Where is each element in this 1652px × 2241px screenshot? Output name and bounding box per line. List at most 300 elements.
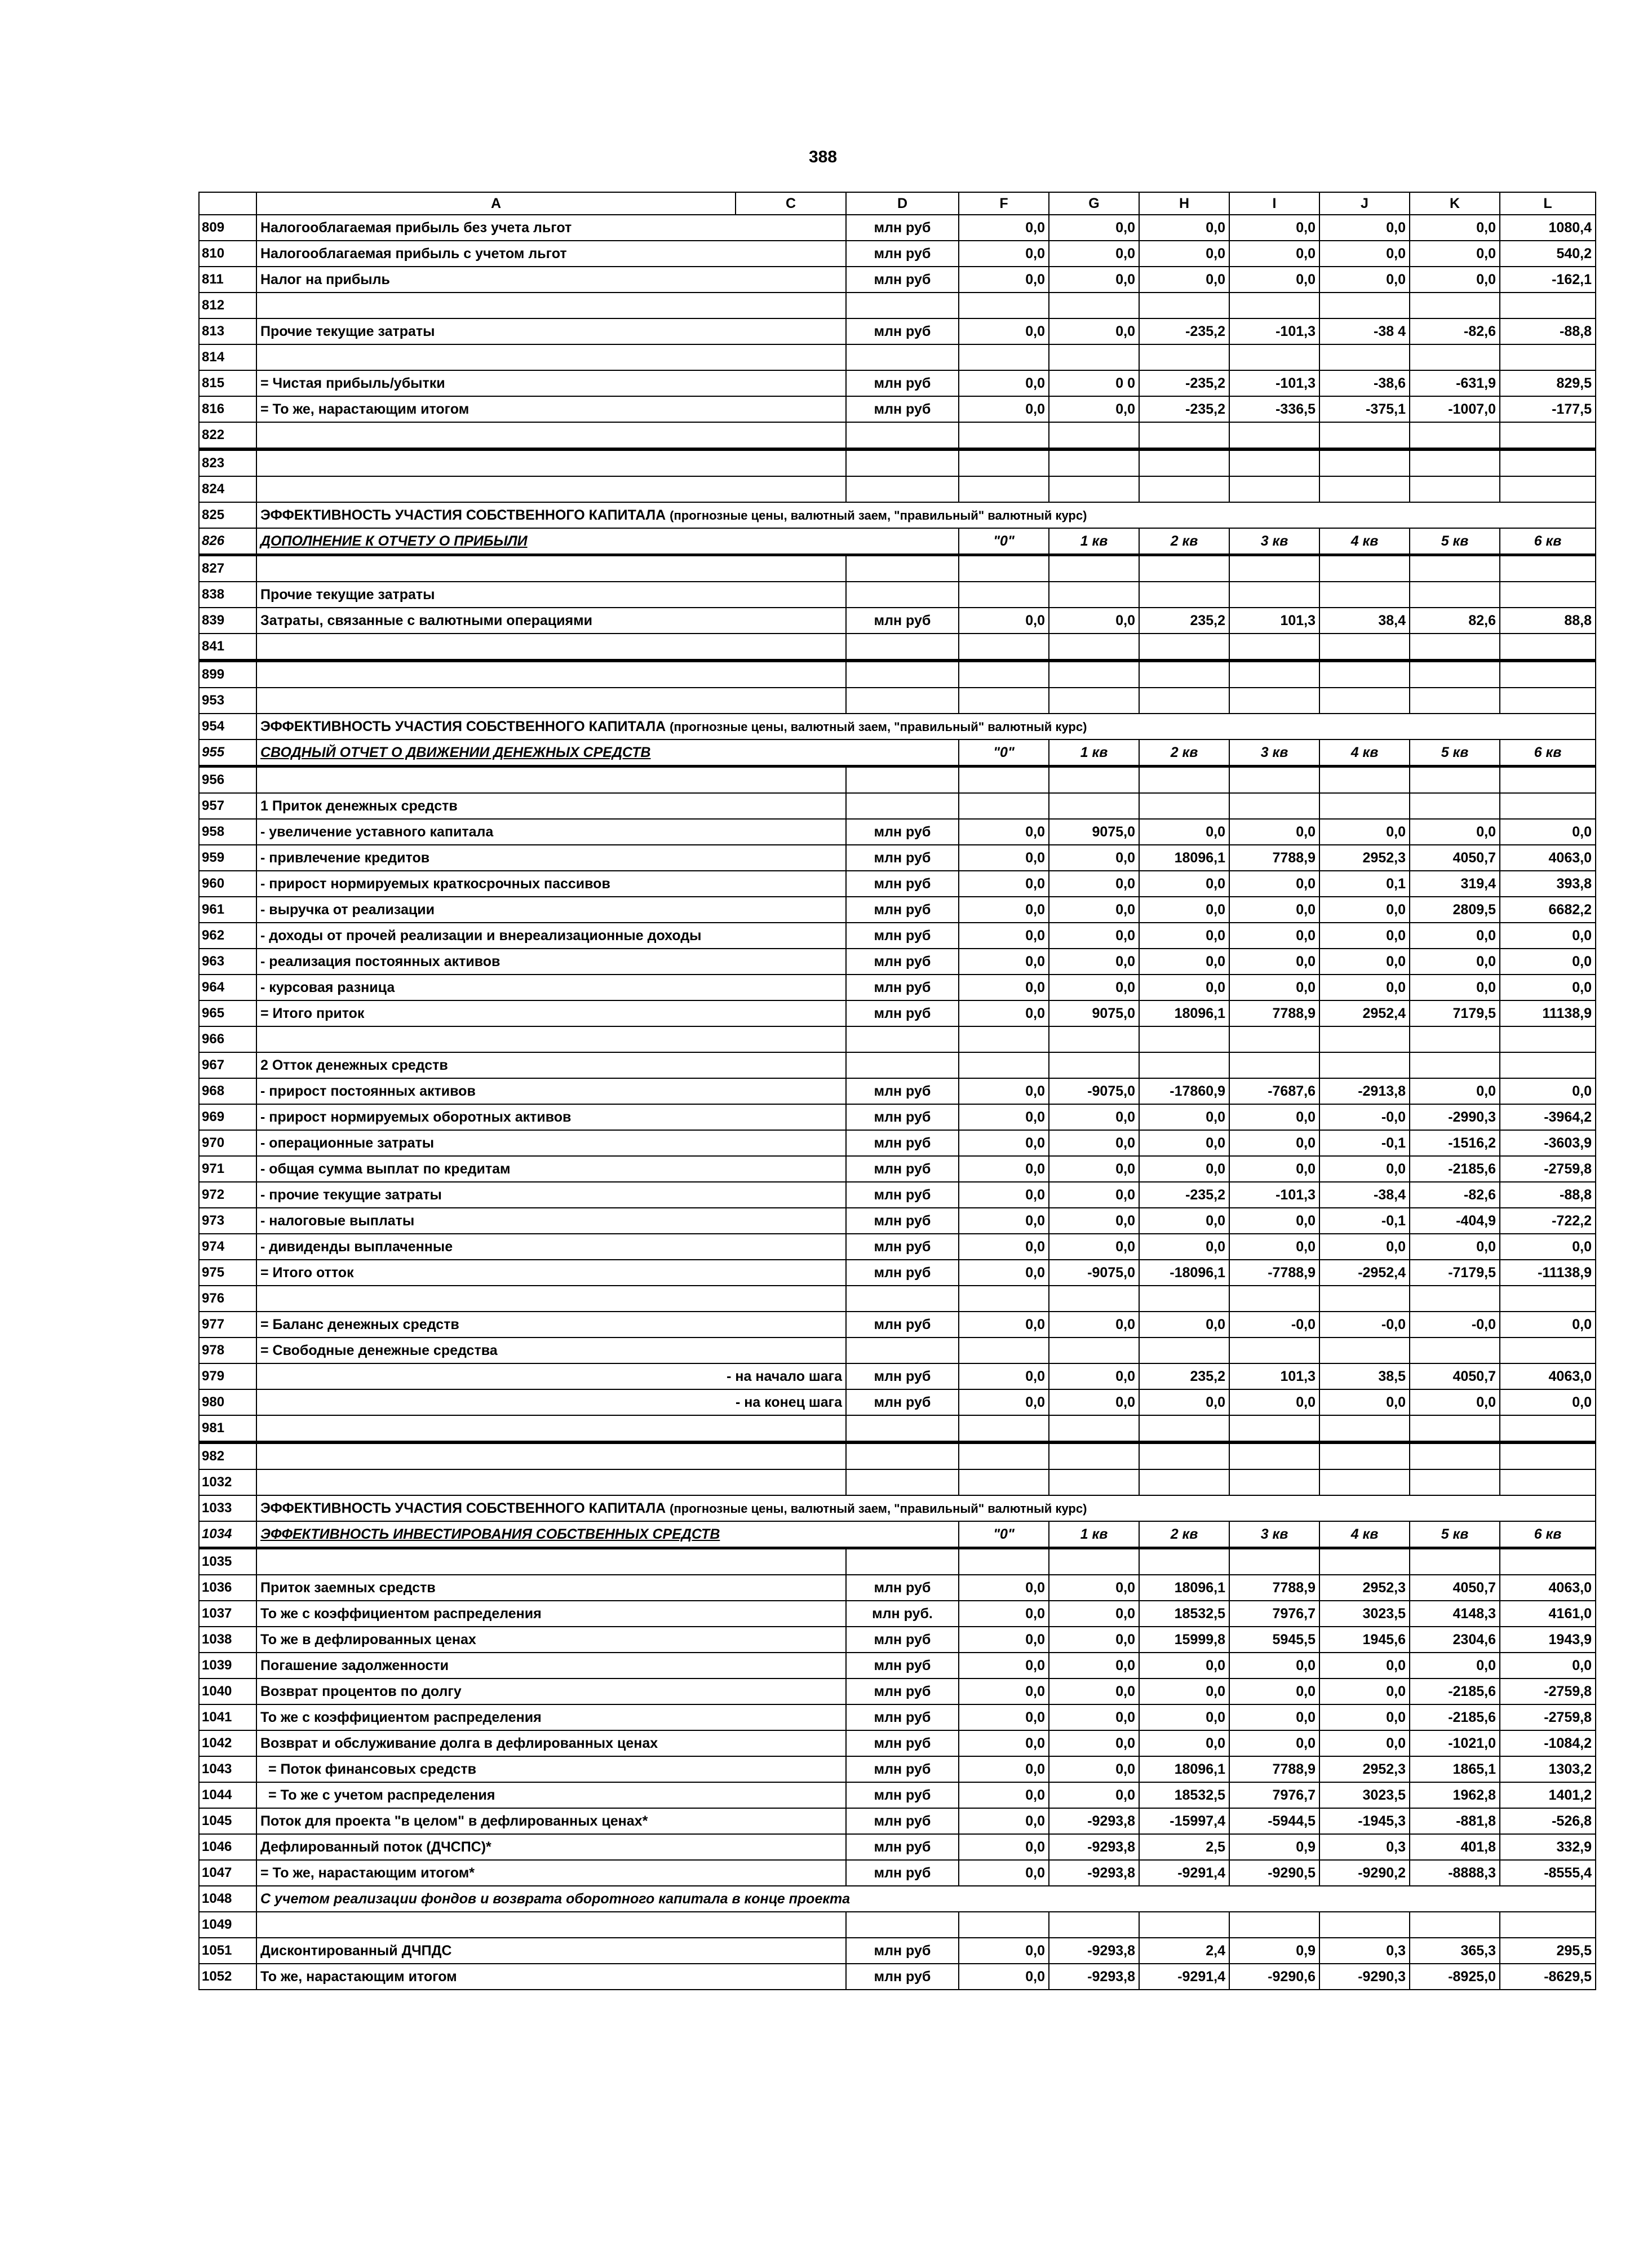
- value-cell: [959, 661, 1049, 688]
- row-label: [256, 688, 846, 714]
- value-cell: 0,0: [1410, 215, 1500, 241]
- value-cell: 7788,9: [1229, 1756, 1319, 1782]
- row-number: 974: [199, 1234, 256, 1260]
- table-row: [199, 1964, 1596, 1990]
- value-cell: 0,0: [1500, 923, 1596, 949]
- value-cell: [1410, 476, 1500, 502]
- value-cell: -1945,3: [1319, 1808, 1410, 1834]
- value-cell: 0,0: [959, 608, 1049, 634]
- table-row: [199, 476, 1596, 502]
- table-row: [199, 871, 1596, 897]
- row-number: 822: [199, 422, 256, 449]
- row-label: Погашение задолженности: [256, 1653, 846, 1678]
- row-label: - на конец шага: [256, 1389, 846, 1415]
- value-cell: [1500, 1026, 1596, 1052]
- value-cell: -11138,9: [1500, 1260, 1596, 1286]
- value-cell: 1303,2: [1500, 1756, 1596, 1782]
- period-header-cell: 2 кв: [1139, 528, 1229, 555]
- table-row: [199, 688, 1596, 714]
- unit-cell: млн руб: [846, 975, 959, 1000]
- value-cell: [1229, 634, 1319, 661]
- row-label: [256, 767, 846, 794]
- value-cell: -101,3: [1229, 370, 1319, 396]
- value-cell: 0,0: [959, 1653, 1049, 1678]
- value-cell: -2759,8: [1500, 1678, 1596, 1704]
- table-row: [199, 293, 1596, 318]
- table-row: [199, 1704, 1596, 1730]
- value-cell: [1049, 1548, 1139, 1575]
- value-cell: -8555,4: [1500, 1860, 1596, 1886]
- row-number: 978: [199, 1337, 256, 1363]
- unit-cell: [846, 1415, 959, 1442]
- value-cell: -336,5: [1229, 396, 1319, 422]
- value-cell: 3023,5: [1319, 1601, 1410, 1627]
- value-cell: [1410, 661, 1500, 688]
- table-row: [199, 767, 1596, 794]
- table-row: [199, 1104, 1596, 1130]
- row-label: - общая сумма выплат по кредитам: [256, 1156, 846, 1182]
- unit-cell: млн руб: [846, 396, 959, 422]
- value-cell: [959, 767, 1049, 794]
- value-cell: 0,0: [1229, 923, 1319, 949]
- period-header-cell: "0": [959, 1521, 1049, 1548]
- value-cell: [1229, 344, 1319, 370]
- value-cell: 0,0: [1500, 1234, 1596, 1260]
- row-number: 810: [199, 241, 256, 267]
- period-header-cell: 1 кв: [1049, 528, 1139, 555]
- value-cell: 0,0: [1500, 1653, 1596, 1678]
- unit-cell: [846, 422, 959, 449]
- unit-cell: [846, 1912, 959, 1938]
- value-cell: [959, 1286, 1049, 1312]
- row-number: 971: [199, 1156, 256, 1182]
- value-cell: [1229, 293, 1319, 318]
- value-cell: -7687,6: [1229, 1078, 1319, 1104]
- section-title: [256, 502, 1596, 528]
- row-label: - привлечение кредитов: [256, 845, 846, 871]
- period-header-cell: "0": [959, 739, 1049, 767]
- value-cell: [1319, 1548, 1410, 1575]
- table-row: [199, 344, 1596, 370]
- table-row: [199, 1521, 1596, 1548]
- value-cell: [1319, 449, 1410, 476]
- row-label: - выручка от реализации: [256, 897, 846, 923]
- row-label: 1 Приток денежных средств: [256, 793, 846, 819]
- value-cell: 0 0: [1049, 370, 1139, 396]
- value-cell: [1319, 767, 1410, 794]
- value-cell: [959, 1469, 1049, 1495]
- value-cell: 0,0: [1410, 923, 1500, 949]
- value-cell: 0,0: [1229, 215, 1319, 241]
- value-cell: 18096,1: [1139, 845, 1229, 871]
- unit-cell: млн руб: [846, 1208, 959, 1234]
- table-row: [199, 1026, 1596, 1052]
- row-number: 1036: [199, 1575, 256, 1601]
- table-row: [199, 1548, 1596, 1575]
- value-cell: 0,0: [1049, 897, 1139, 923]
- row-label: = Поток финансовых средств: [256, 1756, 846, 1782]
- value-cell: 2,5: [1139, 1834, 1229, 1860]
- value-cell: [1049, 1052, 1139, 1078]
- unit-cell: млн руб: [846, 1130, 959, 1156]
- value-cell: [1139, 1442, 1229, 1469]
- value-cell: [1049, 449, 1139, 476]
- row-label: = Чистая прибыль/убытки: [256, 370, 846, 396]
- value-cell: 0,0: [1319, 1389, 1410, 1415]
- row-label: Налогооблагаемая прибыль с учетом льгот: [256, 241, 846, 267]
- row-number: 899: [199, 661, 256, 688]
- value-cell: [1229, 767, 1319, 794]
- value-cell: 1943,9: [1500, 1627, 1596, 1653]
- value-cell: [1319, 1469, 1410, 1495]
- value-cell: 0,1: [1319, 871, 1410, 897]
- value-cell: -1516,2: [1410, 1130, 1500, 1156]
- row-label: Дисконтированный ДЧПДС: [256, 1938, 846, 1964]
- value-cell: 0,0: [1049, 241, 1139, 267]
- value-cell: -7179,5: [1410, 1260, 1500, 1286]
- row-number: 1045: [199, 1808, 256, 1834]
- period-header-cell: 3 кв: [1229, 739, 1319, 767]
- value-cell: [1319, 582, 1410, 608]
- column-header: K: [1410, 192, 1500, 215]
- value-cell: 0,0: [1319, 1653, 1410, 1678]
- row-number: 1042: [199, 1730, 256, 1756]
- column-header: D: [846, 192, 959, 215]
- unit-cell: млн руб: [846, 845, 959, 871]
- section-subtitle-text: (прогнозные цены, валютный заем, "правильный" валютный курс): [670, 719, 1087, 734]
- value-cell: 0,0: [959, 1938, 1049, 1964]
- value-cell: [1319, 1442, 1410, 1469]
- value-cell: 0,0: [1139, 1389, 1229, 1415]
- value-cell: 0,0: [1049, 1208, 1139, 1234]
- value-cell: [959, 422, 1049, 449]
- value-cell: 0,0: [959, 819, 1049, 845]
- row-label: - дивиденды выплаченные: [256, 1234, 846, 1260]
- row-label: Возврат и обслуживание долга в дефлированных ценах: [256, 1730, 846, 1756]
- value-cell: 0,0: [1139, 1234, 1229, 1260]
- value-cell: 540,2: [1500, 241, 1596, 267]
- table-row: [199, 449, 1596, 476]
- value-cell: -38 4: [1319, 318, 1410, 344]
- table-row: [199, 949, 1596, 975]
- value-cell: [959, 555, 1049, 582]
- table-row: [199, 1286, 1596, 1312]
- value-cell: [1500, 293, 1596, 318]
- row-label: Налогооблагаемая прибыль без учета льгот: [256, 215, 846, 241]
- value-cell: 829,5: [1500, 370, 1596, 396]
- table-row: [199, 422, 1596, 449]
- unit-cell: млн руб: [846, 1078, 959, 1104]
- value-cell: [959, 449, 1049, 476]
- value-cell: -9290,5: [1229, 1860, 1319, 1886]
- value-cell: 0,3: [1319, 1834, 1410, 1860]
- value-cell: -2952,4: [1319, 1260, 1410, 1286]
- value-cell: 0,0: [1139, 1156, 1229, 1182]
- row-label: [256, 555, 846, 582]
- row-label: Затраты, связанные с валютными операциями: [256, 608, 846, 634]
- value-cell: [1229, 688, 1319, 714]
- row-number: 826: [199, 528, 256, 555]
- value-cell: 0,0: [959, 1704, 1049, 1730]
- value-cell: 0,0: [1229, 1208, 1319, 1234]
- row-label: [256, 1469, 846, 1495]
- value-cell: 1080,4: [1500, 215, 1596, 241]
- unit-cell: [846, 1337, 959, 1363]
- value-cell: [1319, 1026, 1410, 1052]
- row-label: - доходы от прочей реализации и внереализационные доходы: [256, 923, 846, 949]
- unit-cell: [846, 688, 959, 714]
- value-cell: -0,1: [1319, 1130, 1410, 1156]
- value-cell: 18532,5: [1139, 1601, 1229, 1627]
- value-cell: 0,0: [1049, 318, 1139, 344]
- value-cell: 4050,7: [1410, 1575, 1500, 1601]
- value-cell: -18096,1: [1139, 1260, 1229, 1286]
- value-cell: 18096,1: [1139, 1000, 1229, 1026]
- value-cell: 0,0: [1229, 241, 1319, 267]
- value-cell: -82,6: [1410, 318, 1500, 344]
- value-cell: 0,0: [1049, 845, 1139, 871]
- value-cell: 0,0: [959, 845, 1049, 871]
- row-number: 841: [199, 634, 256, 661]
- value-cell: 0,0: [1049, 1627, 1139, 1653]
- row-number: 964: [199, 975, 256, 1000]
- value-cell: 0,9: [1229, 1834, 1319, 1860]
- table-row: [199, 845, 1596, 871]
- value-cell: [1319, 1415, 1410, 1442]
- value-cell: 0,0: [1229, 1130, 1319, 1156]
- value-cell: -235,2: [1139, 396, 1229, 422]
- value-cell: 0,0: [1139, 1730, 1229, 1756]
- value-cell: 0,0: [1049, 1575, 1139, 1601]
- table-row: [199, 975, 1596, 1000]
- value-cell: 0,0: [959, 241, 1049, 267]
- table-row: [199, 370, 1596, 396]
- row-number: 1041: [199, 1704, 256, 1730]
- row-label: - реализация постоянных активов: [256, 949, 846, 975]
- value-cell: 0,0: [1229, 819, 1319, 845]
- value-cell: 7788,9: [1229, 1575, 1319, 1601]
- table-row: [199, 1208, 1596, 1234]
- row-number: 809: [199, 215, 256, 241]
- value-cell: -162,1: [1500, 267, 1596, 293]
- value-cell: -17860,9: [1139, 1078, 1229, 1104]
- value-cell: [1410, 582, 1500, 608]
- value-cell: 0,0: [1139, 871, 1229, 897]
- row-number: 979: [199, 1363, 256, 1389]
- table-row: [199, 714, 1596, 739]
- table-row: [199, 1389, 1596, 1415]
- value-cell: 0,0: [1229, 267, 1319, 293]
- value-cell: -1021,0: [1410, 1730, 1500, 1756]
- table-row: [199, 661, 1596, 688]
- row-label: [256, 661, 846, 688]
- column-header: I: [1229, 192, 1319, 215]
- unit-cell: млн руб: [846, 1575, 959, 1601]
- value-cell: 0,0: [1229, 1156, 1319, 1182]
- value-cell: [1500, 476, 1596, 502]
- value-cell: -631,9: [1410, 370, 1500, 396]
- spreadsheet-table: [198, 192, 1596, 1990]
- value-cell: [959, 1912, 1049, 1938]
- period-header-cell: 2 кв: [1139, 1521, 1229, 1548]
- value-cell: 0,0: [959, 871, 1049, 897]
- table-row: [199, 1337, 1596, 1363]
- value-cell: -0,1: [1319, 1208, 1410, 1234]
- value-cell: [1229, 1415, 1319, 1442]
- table-row: [199, 1860, 1596, 1886]
- unit-cell: млн руб: [846, 923, 959, 949]
- value-cell: 0,0: [1049, 975, 1139, 1000]
- column-header: C: [736, 192, 846, 215]
- value-cell: 0,0: [1139, 1104, 1229, 1130]
- value-cell: 2304,6: [1410, 1627, 1500, 1653]
- value-cell: -9291,4: [1139, 1860, 1229, 1886]
- table-row: [199, 1601, 1596, 1627]
- row-number: 825: [199, 502, 256, 528]
- value-cell: [959, 1442, 1049, 1469]
- table-row: [199, 528, 1596, 555]
- table-row: [199, 819, 1596, 845]
- unit-cell: млн руб: [846, 1834, 959, 1860]
- unit-cell: млн руб: [846, 1627, 959, 1653]
- value-cell: -9290,6: [1229, 1964, 1319, 1990]
- value-cell: -2185,6: [1410, 1704, 1500, 1730]
- subsection-title: ДОПОЛНЕНИЕ К ОТЧЕТУ О ПРИБЫЛИ: [256, 528, 959, 555]
- unit-cell: [846, 1026, 959, 1052]
- row-number: 1035: [199, 1548, 256, 1575]
- value-cell: [1500, 555, 1596, 582]
- row-label: = То же, нарастающим итогом*: [256, 1860, 846, 1886]
- value-cell: -0,0: [1319, 1312, 1410, 1337]
- period-header-cell: "0": [959, 528, 1049, 555]
- value-cell: [1500, 449, 1596, 476]
- row-label: Налог на прибыль: [256, 267, 846, 293]
- row-number: 958: [199, 819, 256, 845]
- value-cell: 0,0: [1229, 897, 1319, 923]
- value-cell: [959, 1337, 1049, 1363]
- value-cell: [1049, 422, 1139, 449]
- value-cell: [1319, 661, 1410, 688]
- value-cell: [1319, 1337, 1410, 1363]
- value-cell: [1500, 344, 1596, 370]
- value-cell: 5945,5: [1229, 1627, 1319, 1653]
- period-header-cell: 6 кв: [1500, 739, 1596, 767]
- value-cell: -1084,2: [1500, 1730, 1596, 1756]
- row-number: 981: [199, 1415, 256, 1442]
- value-cell: 0,0: [959, 267, 1049, 293]
- row-number: 976: [199, 1286, 256, 1312]
- value-cell: 235,2: [1139, 608, 1229, 634]
- value-cell: 0,0: [1139, 1208, 1229, 1234]
- value-cell: 0,0: [1229, 949, 1319, 975]
- value-cell: 4148,3: [1410, 1601, 1500, 1627]
- row-label: То же с коэффициентом распределения: [256, 1601, 846, 1627]
- value-cell: 0,0: [959, 215, 1049, 241]
- value-cell: 0,0: [959, 1860, 1049, 1886]
- row-number: 980: [199, 1389, 256, 1415]
- row-number: 969: [199, 1104, 256, 1130]
- row-label: То же в дефлированных ценах: [256, 1627, 846, 1653]
- period-header-cell: 1 кв: [1049, 1521, 1139, 1548]
- value-cell: 6682,2: [1500, 897, 1596, 923]
- value-cell: 0,0: [959, 975, 1049, 1000]
- value-cell: [1500, 767, 1596, 794]
- row-number: 1044: [199, 1782, 256, 1808]
- table-row: [199, 608, 1596, 634]
- row-label: [256, 1286, 846, 1312]
- value-cell: 0,0: [959, 1389, 1049, 1415]
- value-cell: [1049, 661, 1139, 688]
- unit-cell: млн руб: [846, 1234, 959, 1260]
- value-cell: -0,0: [1410, 1312, 1500, 1337]
- row-label: = Итого приток: [256, 1000, 846, 1026]
- period-header-cell: 3 кв: [1229, 1521, 1319, 1548]
- row-label: - прирост нормируемых оборотных активов: [256, 1104, 846, 1130]
- value-cell: [1410, 293, 1500, 318]
- value-cell: [1410, 1026, 1500, 1052]
- unit-cell: млн руб: [846, 1000, 959, 1026]
- value-cell: [1229, 422, 1319, 449]
- row-number: 962: [199, 923, 256, 949]
- table-row: [199, 1312, 1596, 1337]
- row-number: 1040: [199, 1678, 256, 1704]
- value-cell: 0,0: [1410, 975, 1500, 1000]
- value-cell: 2952,3: [1319, 1756, 1410, 1782]
- value-cell: 0,0: [1229, 1653, 1319, 1678]
- value-cell: 0,0: [1049, 1678, 1139, 1704]
- value-cell: [1410, 634, 1500, 661]
- table-row: [199, 1363, 1596, 1389]
- value-cell: 2809,5: [1410, 897, 1500, 923]
- row-number: 966: [199, 1026, 256, 1052]
- value-cell: 2952,3: [1319, 1575, 1410, 1601]
- table-row: [199, 739, 1596, 767]
- value-cell: [1410, 1052, 1500, 1078]
- value-cell: -101,3: [1229, 318, 1319, 344]
- unit-cell: [846, 293, 959, 318]
- value-cell: 0,0: [1049, 923, 1139, 949]
- table-row: [199, 1730, 1596, 1756]
- value-cell: [1139, 449, 1229, 476]
- value-cell: [1139, 767, 1229, 794]
- value-cell: 0,0: [1500, 949, 1596, 975]
- value-cell: -88,8: [1500, 1182, 1596, 1208]
- row-number: 1051: [199, 1938, 256, 1964]
- value-cell: 0,0: [959, 1078, 1049, 1104]
- row-label: - увеличение уставного капитала: [256, 819, 846, 845]
- row-number: 965: [199, 1000, 256, 1026]
- unit-cell: млн руб: [846, 1260, 959, 1286]
- unit-cell: млн руб: [846, 1653, 959, 1678]
- unit-cell: млн руб: [846, 1389, 959, 1415]
- row-label: [256, 1912, 846, 1938]
- value-cell: [1229, 555, 1319, 582]
- value-cell: -9293,8: [1049, 1834, 1139, 1860]
- row-number: 1033: [199, 1495, 256, 1521]
- table-row: [199, 1234, 1596, 1260]
- table-row: [199, 1442, 1596, 1469]
- value-cell: 15999,8: [1139, 1627, 1229, 1653]
- table-row: [199, 1886, 1596, 1912]
- value-cell: -8925,0: [1410, 1964, 1500, 1990]
- period-header-cell: 4 кв: [1319, 1521, 1410, 1548]
- value-cell: 0,0: [1500, 819, 1596, 845]
- value-cell: [1410, 1286, 1500, 1312]
- table-row: [199, 241, 1596, 267]
- value-cell: [959, 1052, 1049, 1078]
- value-cell: -7788,9: [1229, 1260, 1319, 1286]
- row-number: 1034: [199, 1521, 256, 1548]
